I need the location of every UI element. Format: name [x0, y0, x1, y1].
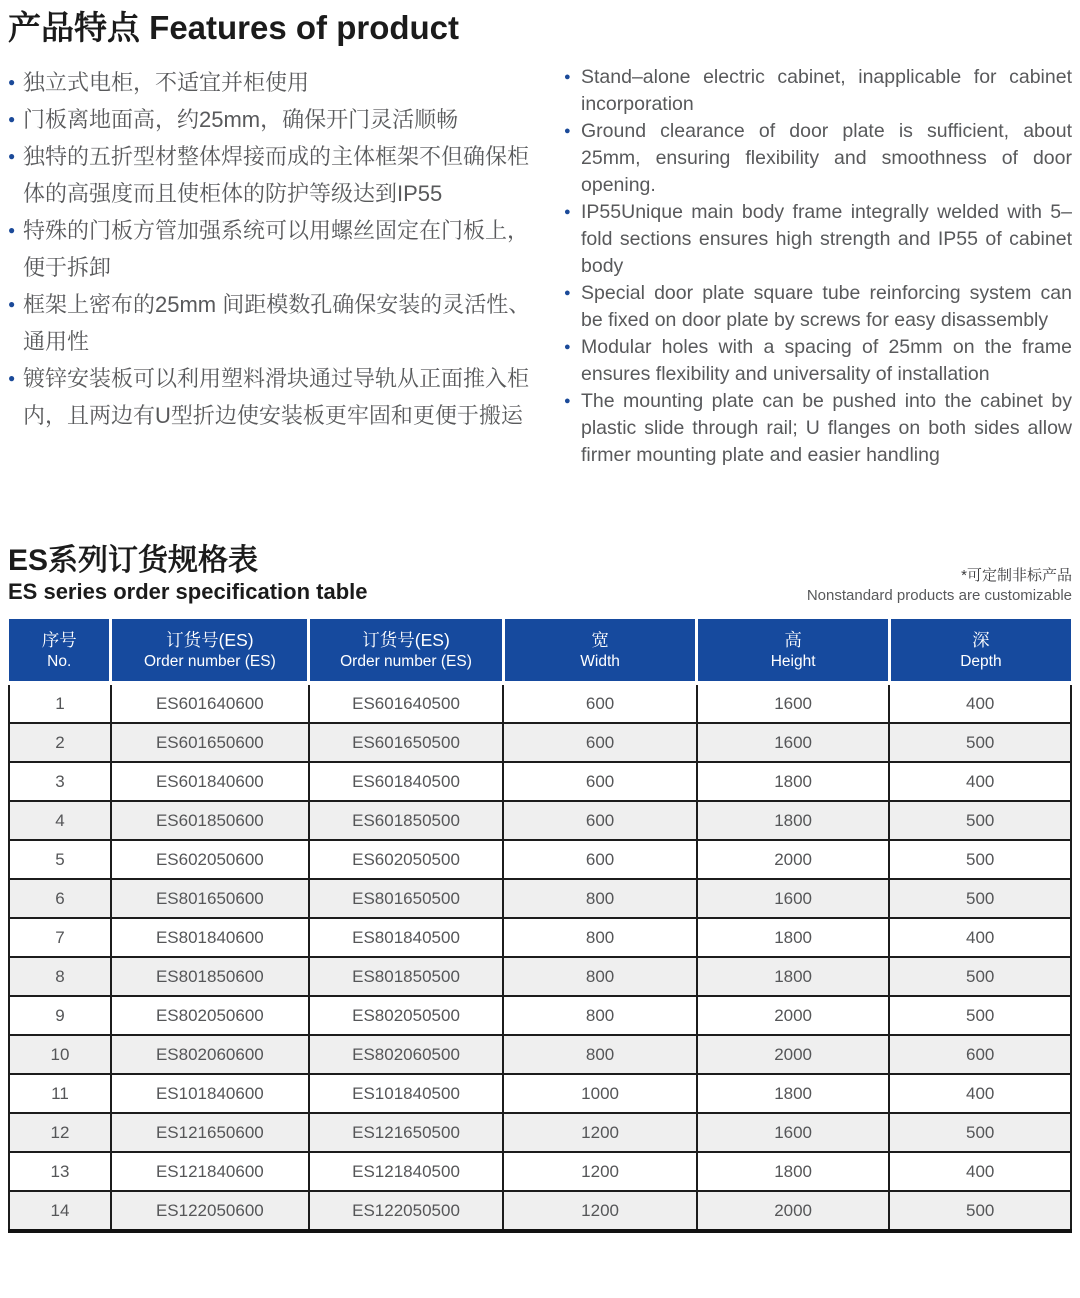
- table-row: [9, 1152, 1071, 1191]
- table-cell: 800: [503, 918, 697, 957]
- feature-item-en: [564, 118, 1072, 199]
- customizable-note-chinese: *可定制非标产品: [961, 567, 1072, 584]
- column-header-chinese: 订货号(ES): [362, 630, 450, 650]
- table-cell: 500: [889, 879, 1071, 918]
- table-row: [9, 957, 1071, 996]
- table-cell: 1200: [503, 1152, 697, 1191]
- features-section: [8, 8, 1072, 526]
- table-cell: ES801650600: [111, 879, 309, 918]
- table-cell: 600: [503, 840, 697, 879]
- column-header-chinese: 深: [972, 630, 990, 650]
- table-cell: ES601650600: [111, 723, 309, 762]
- table-cell: 500: [889, 957, 1071, 996]
- table-cell: 11: [9, 1074, 111, 1113]
- order-spec-table-body: [9, 683, 1071, 1231]
- feature-item-zh: [8, 138, 538, 212]
- feature-item-zh: [8, 212, 538, 286]
- feature-item-text: 特殊的门板方管加强系统可以用螺丝固定在门板上，便于拆卸: [23, 218, 530, 280]
- table-cell: 2000: [697, 1035, 890, 1074]
- table-cell: 1800: [697, 1152, 890, 1191]
- table-cell: ES602050500: [309, 840, 504, 879]
- table-cell: 500: [889, 1113, 1071, 1152]
- table-cell: ES801650500: [309, 879, 504, 918]
- feature-item-en: [564, 280, 1072, 334]
- spec-table-heading: [8, 544, 1072, 605]
- table-cell: ES121650500: [309, 1113, 504, 1152]
- table-cell: 1600: [697, 1113, 890, 1152]
- features-list-english: [564, 64, 1072, 469]
- table-row: [9, 683, 1071, 723]
- bullet-icon: ●: [8, 112, 16, 126]
- customizable-note: [807, 566, 1072, 605]
- column-header-english: No.: [47, 653, 72, 670]
- table-cell: 400: [889, 683, 1071, 723]
- table-row: [9, 723, 1071, 762]
- table-row: [9, 1035, 1071, 1074]
- table-row: [9, 879, 1071, 918]
- table-cell: 1600: [697, 683, 890, 723]
- table-cell: 7: [9, 918, 111, 957]
- table-cell: 3: [9, 762, 111, 801]
- table-cell: 600: [889, 1035, 1071, 1074]
- features-columns: [8, 64, 1072, 526]
- table-cell: ES801840500: [309, 918, 504, 957]
- table-row: [9, 996, 1071, 1035]
- table-cell: 500: [889, 723, 1071, 762]
- customizable-note-english: Nonstandard products are customizable: [806, 587, 1072, 604]
- table-cell: ES601640600: [111, 683, 309, 723]
- header-row: [9, 619, 1071, 683]
- feature-item-text: Special door plate square tube reinforcing system can be fixed on door plate by screws for easy disassembly: [581, 282, 1072, 331]
- table-cell: 400: [889, 1152, 1071, 1191]
- table-cell: ES802050500: [309, 996, 504, 1035]
- feature-item-text: 独立式电柜，不适宜并柜使用: [23, 70, 310, 95]
- table-cell: 400: [889, 1074, 1071, 1113]
- table-cell: ES121650600: [111, 1113, 309, 1152]
- column-header: [111, 619, 309, 683]
- table-row: [9, 1191, 1071, 1231]
- column-header-english: Order number (ES): [143, 653, 276, 670]
- table-cell: 12: [9, 1113, 111, 1152]
- feature-item-text: 镀锌安装板可以利用塑料滑块通过导轨从正面推入柜内，且两边有U型折边使安装板更牢固和更便于搬运: [23, 366, 530, 428]
- column-header: [9, 619, 111, 683]
- table-row: [9, 1074, 1071, 1113]
- table-cell: 2: [9, 723, 111, 762]
- table-cell: 1800: [697, 1074, 890, 1113]
- table-cell: ES122050600: [111, 1191, 309, 1231]
- table-cell: ES802060500: [309, 1035, 504, 1074]
- feature-item-text: IP55Unique main body frame integrally welded with 5–fold sections ensures high strength and IP55 of cabinet body: [581, 201, 1072, 277]
- table-cell: ES101840500: [309, 1074, 504, 1113]
- table-cell: 1800: [697, 918, 890, 957]
- table-cell: 10: [9, 1035, 111, 1074]
- bullet-icon: ●: [564, 395, 571, 407]
- table-cell: 400: [889, 762, 1071, 801]
- table-cell: ES602050600: [111, 840, 309, 879]
- table-cell: 500: [889, 801, 1071, 840]
- table-cell: 600: [503, 723, 697, 762]
- table-cell: 800: [503, 957, 697, 996]
- column-header: [503, 619, 697, 683]
- table-cell: 500: [889, 1191, 1071, 1231]
- table-cell: 800: [503, 1035, 697, 1074]
- table-cell: ES601840500: [309, 762, 504, 801]
- feature-item-text: Modular holes with a spacing of 25mm on the frame ensures flexibility and universality of installation: [581, 336, 1072, 385]
- feature-item-en: [564, 199, 1072, 280]
- table-row: [9, 918, 1071, 957]
- table-cell: 1800: [697, 957, 890, 996]
- table-cell: 13: [9, 1152, 111, 1191]
- table-cell: 14: [9, 1191, 111, 1231]
- table-cell: ES601850500: [309, 801, 504, 840]
- table-cell: ES122050500: [309, 1191, 504, 1231]
- column-header-chinese: 序号: [41, 630, 77, 650]
- column-header: [697, 619, 890, 683]
- feature-item-text: 独特的五折型材整体焊接而成的主体框架不但确保柜体的高强度而且使柜体的防护等级达到IP55: [23, 144, 530, 206]
- column-header-english: Depth: [960, 653, 1002, 670]
- table-cell: ES601650500: [309, 723, 504, 762]
- table-cell: 8: [9, 957, 111, 996]
- table-row: [9, 1113, 1071, 1152]
- column-header-chinese: 宽: [591, 630, 609, 650]
- table-row: [9, 762, 1071, 801]
- bullet-icon: ●: [564, 206, 571, 218]
- spec-titles: [8, 544, 367, 605]
- column-header-english: Order number (ES): [340, 653, 472, 670]
- bullet-icon: ●: [8, 149, 16, 163]
- bullet-icon: ●: [8, 75, 16, 89]
- column-header-english: Width: [580, 653, 620, 670]
- table-cell: 600: [503, 801, 697, 840]
- feature-item-en: [564, 388, 1072, 469]
- table-cell: ES601840600: [111, 762, 309, 801]
- table-row: [9, 840, 1071, 879]
- table-cell: 1600: [697, 879, 890, 918]
- table-cell: 1200: [503, 1113, 697, 1152]
- bullet-icon: ●: [564, 125, 571, 137]
- feature-item-en: [564, 64, 1072, 118]
- feature-item-text: 门板离地面高，约25mm，确保开门灵活顺畅: [23, 107, 459, 132]
- table-cell: ES802050600: [111, 996, 309, 1035]
- column-header-english: Height: [770, 653, 816, 670]
- feature-item-zh: [8, 101, 538, 138]
- bullet-icon: ●: [564, 71, 571, 83]
- feature-item-text: The mounting plate can be pushed into the cabinet by plastic slide through rail; U flanges on both sides allow firmer mounting plate and easier handling: [581, 390, 1072, 466]
- table-cell: ES801850600: [111, 957, 309, 996]
- table-cell: ES801840600: [111, 918, 309, 957]
- column-header-chinese: 订货号(ES): [166, 630, 254, 650]
- table-row: [9, 801, 1071, 840]
- table-cell: ES121840500: [309, 1152, 504, 1191]
- table-cell: ES802060600: [111, 1035, 309, 1074]
- spec-title-english: ES series order specification table: [8, 579, 368, 604]
- table-cell: 500: [889, 840, 1071, 879]
- feature-item-zh: [8, 286, 538, 360]
- table-cell: 1000: [503, 1074, 697, 1113]
- table-cell: 1800: [697, 762, 890, 801]
- column-header: [309, 619, 504, 683]
- table-cell: 2000: [697, 840, 890, 879]
- table-cell: 9: [9, 996, 111, 1035]
- feature-item-text: Stand–alone electric cabinet, inapplicable for cabinet incorporation: [581, 66, 1072, 115]
- feature-item-en: [564, 334, 1072, 388]
- table-cell: ES121840600: [111, 1152, 309, 1191]
- feature-item-zh: [8, 64, 538, 101]
- features-list-chinese: [8, 64, 538, 434]
- column-header: [889, 619, 1071, 683]
- features-title: 产品特点 Features of product: [8, 9, 460, 46]
- bullet-icon: ●: [8, 223, 16, 237]
- table-cell: ES101840600: [111, 1074, 309, 1113]
- bullet-icon: ●: [564, 341, 571, 353]
- feature-item-text: 框架上密布的25mm 间距模数孔确保安装的灵活性、通用性: [23, 292, 531, 354]
- table-cell: 600: [503, 762, 697, 801]
- bullet-icon: ●: [564, 287, 571, 299]
- bullet-icon: ●: [8, 297, 16, 311]
- table-cell: 2000: [697, 1191, 890, 1231]
- table-cell: 4: [9, 801, 111, 840]
- table-cell: 600: [503, 683, 697, 723]
- spec-title-chinese: ES系列订货规格表: [8, 544, 259, 577]
- feature-item-zh: [8, 360, 538, 434]
- table-cell: 2000: [697, 996, 890, 1035]
- table-cell: 1600: [697, 723, 890, 762]
- table-cell: 1200: [503, 1191, 697, 1231]
- table-cell: 1: [9, 683, 111, 723]
- table-cell: 6: [9, 879, 111, 918]
- table-cell: ES601850600: [111, 801, 309, 840]
- table-cell: 800: [503, 879, 697, 918]
- table-cell: ES801850500: [309, 957, 504, 996]
- column-header-chinese: 高: [784, 630, 802, 650]
- feature-item-text: Ground clearance of door plate is sufficient, about 25mm, ensuring flexibility and smoothness of door opening.: [581, 120, 1072, 196]
- table-cell: 5: [9, 840, 111, 879]
- order-spec-table-header: [9, 619, 1071, 683]
- table-cell: 1800: [697, 801, 890, 840]
- order-spec-table: [8, 619, 1072, 1233]
- table-cell: 500: [889, 996, 1071, 1035]
- table-cell: 400: [889, 918, 1071, 957]
- table-cell: ES601640500: [309, 683, 504, 723]
- table-cell: 800: [503, 996, 697, 1035]
- bullet-icon: ●: [8, 371, 16, 385]
